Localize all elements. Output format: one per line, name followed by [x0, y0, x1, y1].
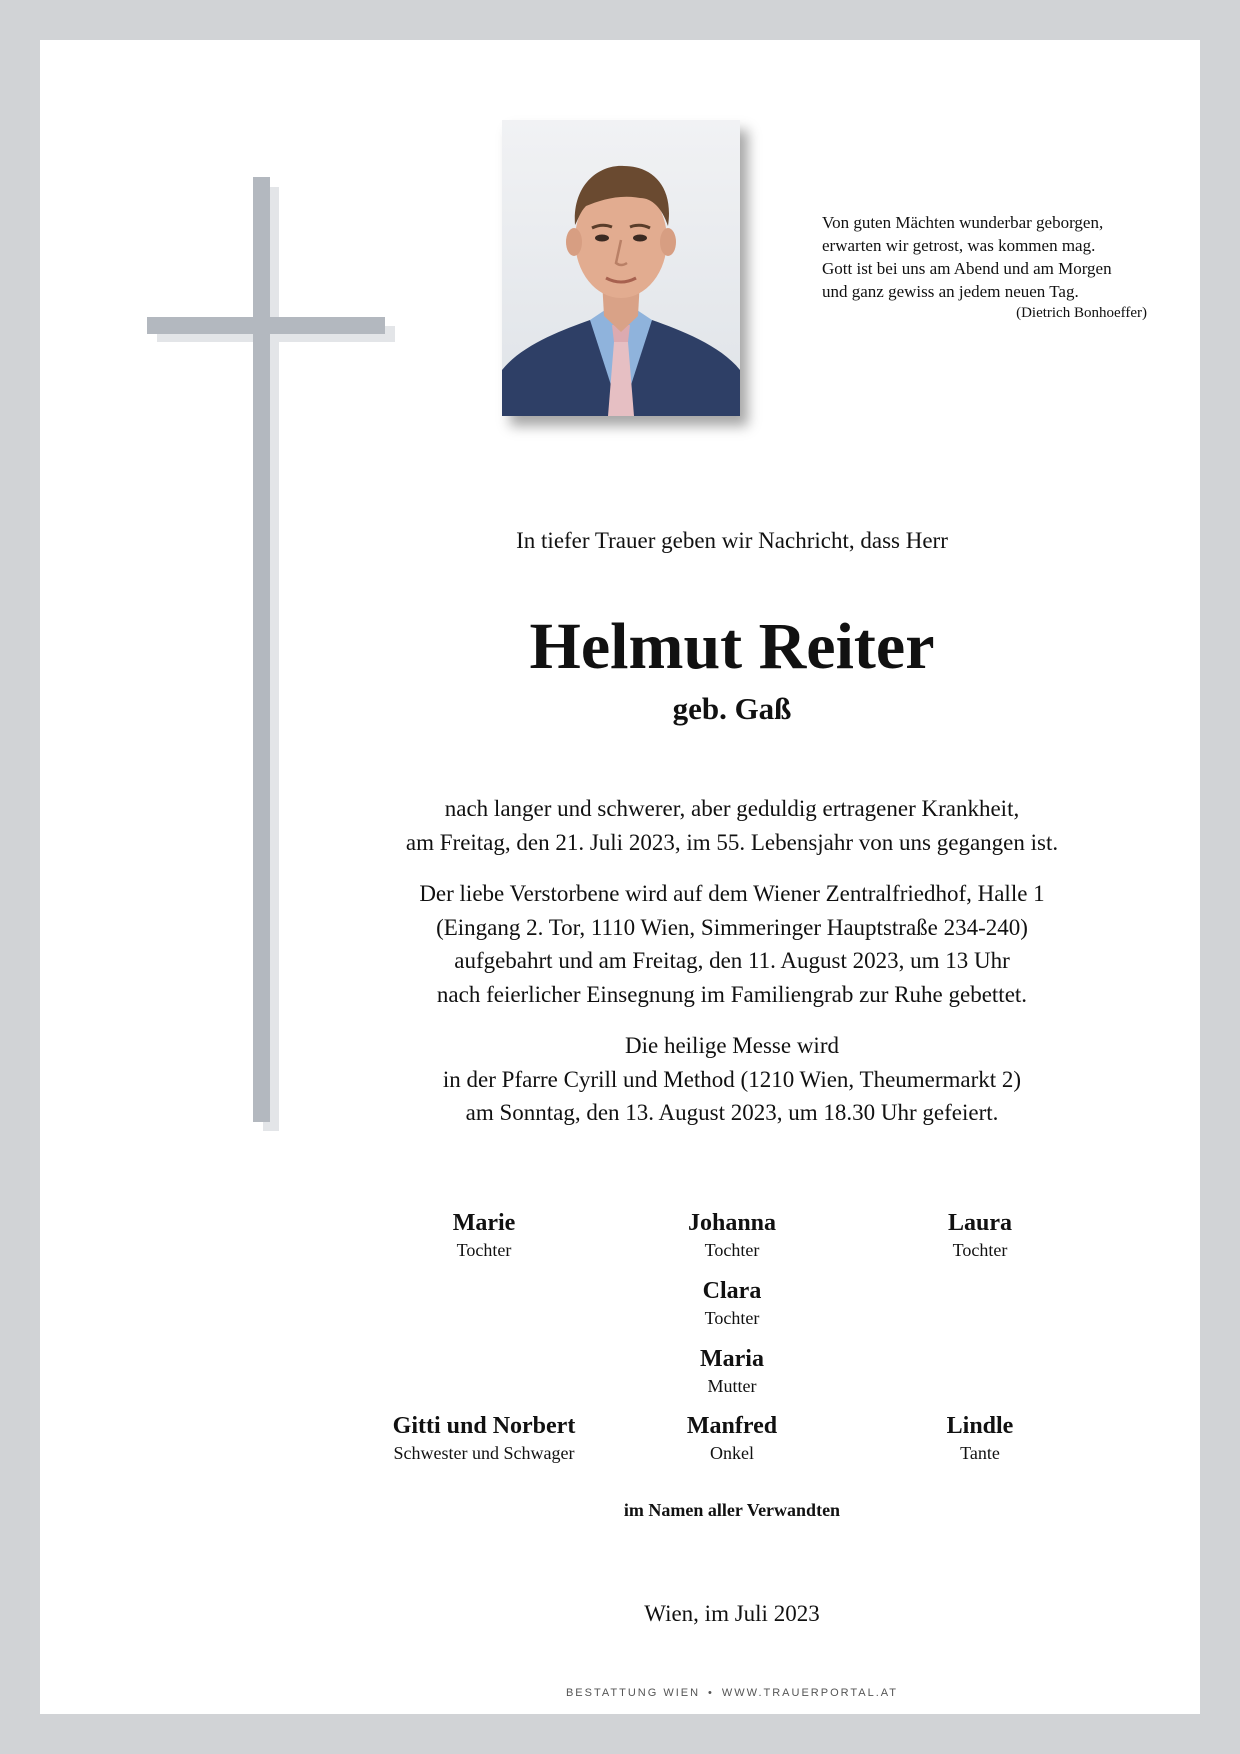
mourner — [830, 1411, 1130, 1465]
text-line: am Freitag, den 21. Juli 2023, im 55. Lebensjahr von uns gegangen ist. — [405, 829, 1059, 855]
birth-name: geb. Gaß — [672, 691, 792, 726]
mourner-relation: Onkel — [710, 1443, 754, 1463]
mourner — [830, 1208, 1130, 1262]
text-line: (Eingang 2. Tor, 1110 Wien, Simmeringer Hauptstraße 234-240) — [436, 914, 1028, 940]
mourner-name: Laura — [947, 1210, 1012, 1236]
mourner-name: Johanna — [687, 1210, 777, 1236]
intro-text: In tiefer Trauer geben wir Nachricht, dass Herr — [516, 528, 948, 553]
cross-horizontal-bar — [147, 317, 385, 334]
portrait-photo — [502, 120, 740, 416]
mourner-name: Manfred — [686, 1413, 778, 1439]
mass-details — [332, 1029, 1132, 1130]
quote-line: und ganz gewiss an jedem neuen Tag. — [822, 282, 1079, 301]
mourner-name: Clara — [702, 1278, 762, 1304]
death-announcement — [332, 792, 1132, 859]
closing-text: im Namen aller Verwandten — [623, 1500, 841, 1520]
mourner-name: Maria — [700, 1346, 764, 1372]
quote-line: Von guten Mächten wunderbar geborgen, — [822, 213, 1104, 232]
quote-line: Gott ist bei uns am Abend und am Morgen — [822, 259, 1112, 278]
text-line: am Sonntag, den 13. August 2023, um 18.30 Uhr gefeiert. — [465, 1100, 999, 1125]
quote-author: (Dietrich Bonhoeffer) — [1016, 305, 1147, 321]
place-date: Wien, im Juli 2023 — [644, 1601, 820, 1626]
mourner-relation: Tochter — [952, 1240, 1008, 1260]
mourner-relation: Tochter — [704, 1308, 760, 1328]
mourner-relation: Tochter — [704, 1240, 760, 1260]
mourner-relation: Tante — [960, 1443, 1000, 1463]
text-line: aufgebahrt und am Freitag, den 11. August 2023, um 13 Uhr — [454, 948, 1010, 973]
mourner-relation: Schwester und Schwager — [393, 1443, 575, 1463]
deceased-name: Helmut Reiter — [529, 610, 935, 683]
footer-website-link[interactable]: WWW.TRAUERPORTAL.AT — [721, 1687, 899, 1699]
footer — [332, 1687, 1132, 1699]
quote-line: erwarten wir getrost, was kommen mag. — [822, 236, 1096, 255]
mourner — [582, 1344, 882, 1398]
text-line: nach feierlicher Einsegnung im Familiengrab zur Ruhe gebettet. — [436, 981, 1028, 1007]
text-line: Die heilige Messe wird — [625, 1033, 839, 1058]
text-line: Der liebe Verstorbene wird auf dem Wiener Zentralfriedhof, Halle 1 — [419, 881, 1045, 906]
funeral-details — [332, 877, 1132, 1011]
text-line: nach langer und schwerer, aber geduldig ertragener Krankheit, — [444, 796, 1020, 821]
mourner-relation: Tochter — [456, 1240, 512, 1260]
mourner-name: Lindle — [946, 1413, 1014, 1439]
mourner-name: Marie — [452, 1210, 516, 1236]
footer-separator: • — [708, 1687, 714, 1699]
portrait-illustration — [502, 120, 740, 416]
mourner-relation: Mutter — [707, 1376, 757, 1396]
footer-company: BESTATTUNG WIEN — [565, 1687, 701, 1699]
bonhoeffer-quote — [822, 211, 1152, 323]
text-line: in der Pfarre Cyrill und Method (1210 Wien, Theumermarkt 2) — [442, 1066, 1022, 1092]
mourner — [582, 1276, 882, 1330]
mourner-name: Gitti und Norbert — [392, 1413, 576, 1439]
